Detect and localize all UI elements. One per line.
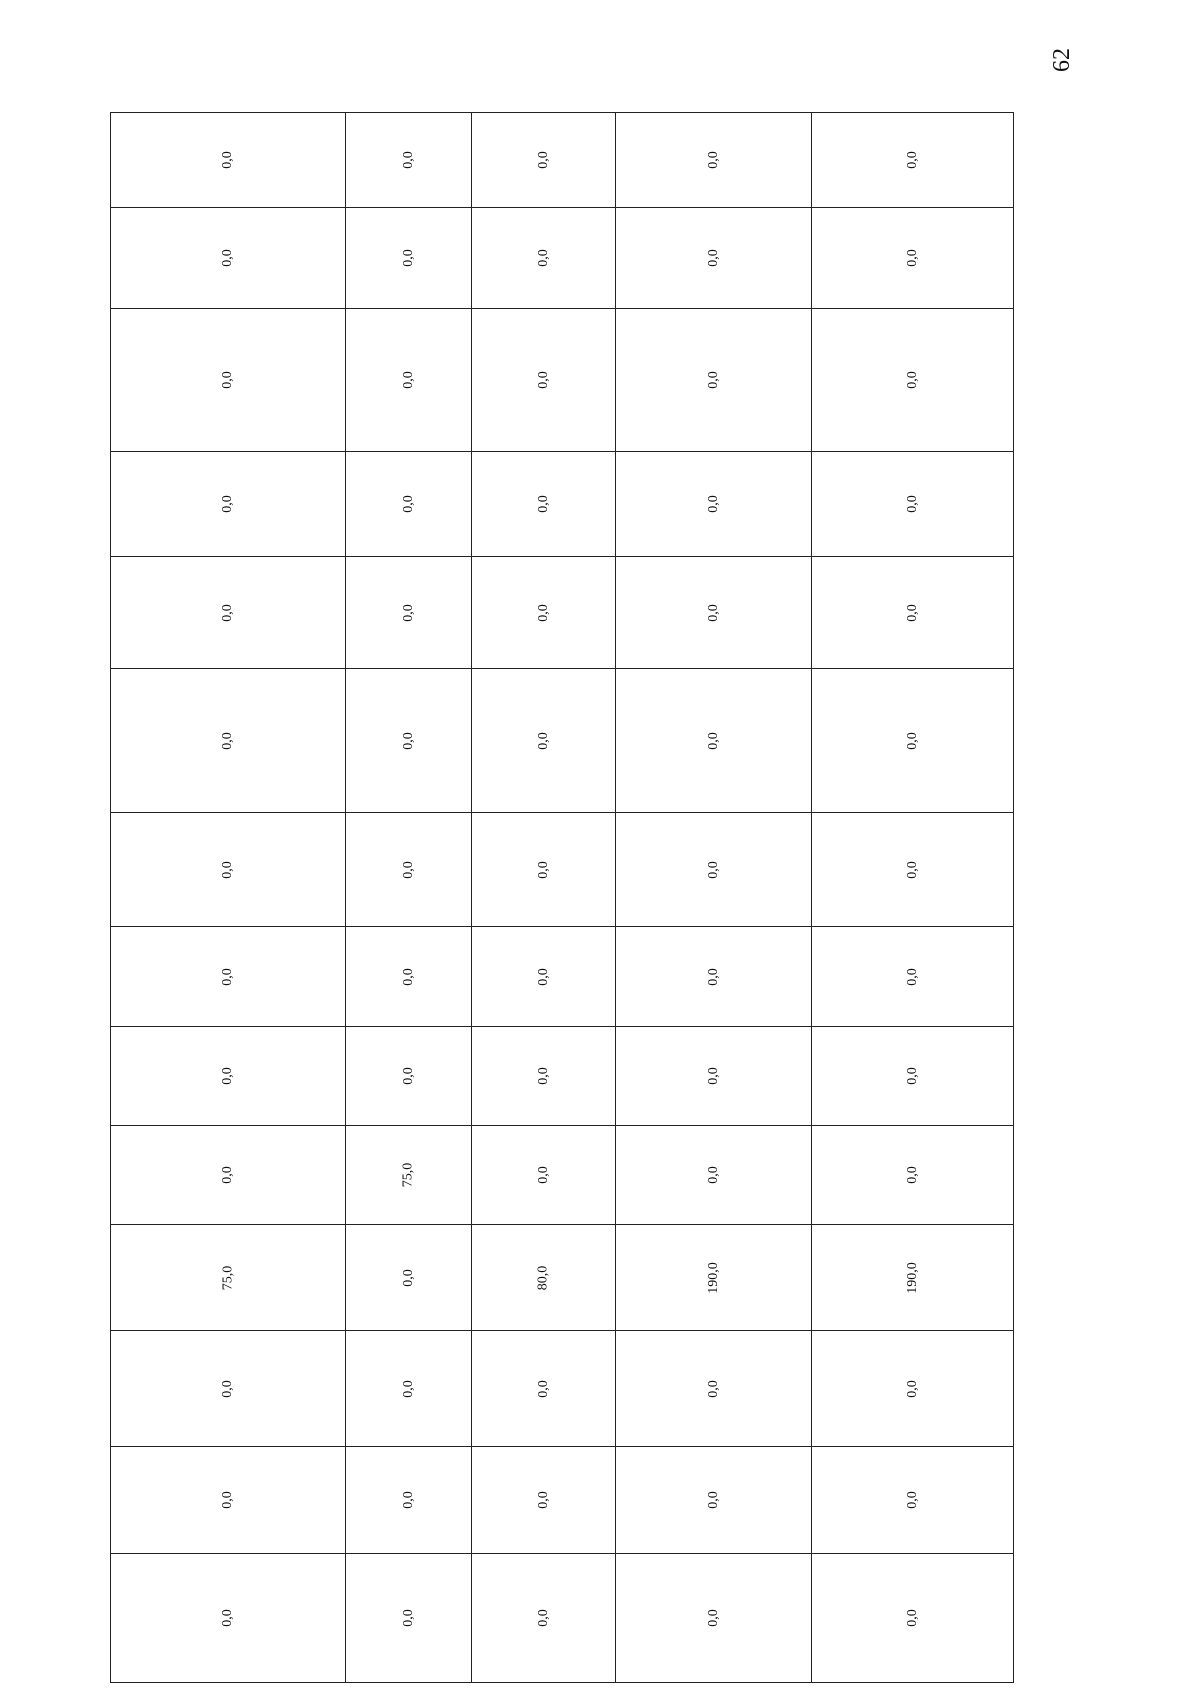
table-cell [812,927,1013,1027]
cell-value: 0,0 [535,495,551,513]
table-cell [812,309,1013,452]
table-cell [472,113,616,208]
data-table [110,112,1014,1683]
table-cell [346,1554,472,1682]
cell-value: 0,0 [400,967,416,986]
cell-value: 0,0 [535,371,551,389]
table-cell [346,927,472,1027]
table-cell [472,1225,616,1331]
cell-value: 190,0 [705,1261,721,1294]
cell-value: 0,0 [220,495,235,513]
table-cell [111,1331,346,1447]
table-cell [616,208,812,309]
cell-value: 0,0 [904,860,920,879]
cell-value: 0,0 [400,603,416,622]
table-cell [346,1331,472,1447]
table-cell [111,1554,346,1682]
cell-value: 0,0 [904,1067,920,1085]
cell-value: 80,0 [535,1265,551,1290]
cell-value: 0,0 [904,1491,920,1509]
cell-value: 0,0 [400,495,416,513]
table-cell [346,1126,472,1225]
table-cell [346,309,472,452]
cell-value: 0,0 [904,967,920,986]
cell-value: 0,0 [705,151,721,169]
table-cell [472,208,616,309]
table-cell [812,1447,1013,1554]
table-cell [616,1027,812,1126]
table-cell [616,1225,812,1331]
table-cell [812,1225,1013,1331]
table-cell [111,927,346,1027]
cell-value: 0,0 [904,1379,920,1398]
table-cell [111,813,346,927]
cell-value: 0,0 [220,1067,235,1085]
cell-value: 0,0 [220,1491,235,1509]
table-cell [111,1447,346,1554]
cell-value: 0,0 [535,1609,551,1627]
cell-value: 0,0 [904,603,920,622]
cell-value: 0,0 [220,967,235,986]
table-cell [812,113,1013,208]
cell-value: 0,0 [705,603,721,622]
cell-value: 0,0 [705,860,721,879]
cell-value: 0,0 [535,967,551,986]
cell-value: 0,0 [705,1379,721,1398]
table-cell [472,813,616,927]
table-cell [616,1126,812,1225]
table-cell [616,452,812,557]
cell-value: 0,0 [220,731,235,750]
table-cell [812,557,1013,669]
cell-value: 0,0 [535,1379,551,1398]
cell-value: 0,0 [705,1067,721,1085]
table-cell [111,557,346,669]
cell-value: 0,0 [220,860,235,879]
table-cell [812,669,1013,813]
cell-value: 0,0 [400,1379,416,1398]
table-cell [346,813,472,927]
cell-value: 0,0 [400,1609,416,1627]
cell-value: 0,0 [705,731,721,750]
table-cell [616,927,812,1027]
cell-value: 0,0 [220,1379,235,1398]
table-cell [616,669,812,813]
table-cell [111,669,346,813]
cell-value: 0,0 [400,731,416,750]
cell-value: 0,0 [400,249,416,267]
cell-value: 0,0 [904,371,920,389]
cell-value: 0,0 [535,1067,551,1085]
cell-value: 0,0 [400,371,416,389]
table-cell [111,309,346,452]
table-cell [472,309,616,452]
table-cell [812,452,1013,557]
table-cell [111,1126,346,1225]
cell-value: 75,0 [400,1162,416,1188]
cell-value: 0,0 [705,371,721,389]
table-cell [616,309,812,452]
cell-value: 0,0 [904,1609,920,1627]
cell-value: 0,0 [904,151,920,169]
table-cell [472,669,616,813]
table-cell [346,1447,472,1554]
cell-value: 0,0 [220,151,235,169]
table-cell [812,1331,1013,1447]
table-cell [346,669,472,813]
cell-value: 0,0 [220,1609,235,1627]
table-cell [111,1225,346,1331]
table-cell [472,1027,616,1126]
cell-value: 0,0 [904,1166,920,1184]
cell-value: 0,0 [220,603,235,622]
cell-value: 0,0 [705,249,721,267]
cell-value: 0,0 [535,249,551,267]
cell-value: 0,0 [535,860,551,879]
cell-value: 0,0 [705,1166,721,1184]
table-cell [616,1447,812,1554]
cell-value: 0,0 [220,1166,235,1184]
cell-value: 0,0 [705,1491,721,1509]
table-cell [616,1331,812,1447]
cell-value: 0,0 [705,495,721,513]
cell-value: 0,0 [904,731,920,750]
table-cell [111,208,346,309]
table-cell [111,113,346,208]
cell-value: 0,0 [904,495,920,513]
cell-value: 0,0 [220,249,235,267]
page-number: 62 [1048,48,1075,72]
table-cell [346,113,472,208]
cell-value: 0,0 [535,603,551,622]
table-cell [812,1126,1013,1225]
cell-value: 0,0 [535,1166,551,1184]
cell-value: 0,0 [535,1491,551,1509]
table-cell [346,1225,472,1331]
table-cell [346,208,472,309]
cell-value: 0,0 [400,1067,416,1085]
cell-value: 0,0 [705,1609,721,1627]
table-cell [812,1027,1013,1126]
table-cell [616,557,812,669]
table-cell [812,208,1013,309]
cell-value: 0,0 [535,731,551,750]
table-cell [346,1027,472,1126]
table-cell [472,927,616,1027]
cell-value: 75,0 [220,1265,235,1290]
table-cell [812,813,1013,927]
table-cell [472,1554,616,1682]
cell-value: 0,0 [400,860,416,879]
cell-value: 0,0 [400,1268,416,1287]
cell-value: 0,0 [400,1491,416,1509]
table-cell [472,1126,616,1225]
cell-value: 0,0 [400,151,416,169]
cell-value: 0,0 [705,967,721,986]
table-cell [472,1331,616,1447]
table-cell [616,1554,812,1682]
table-cell [472,557,616,669]
cell-value: 0,0 [535,151,551,169]
cell-value: 0,0 [904,249,920,267]
table-cell [812,1554,1013,1682]
table-cell [346,452,472,557]
cell-value: 0,0 [220,371,235,389]
table-cell [472,1447,616,1554]
table-cell [472,452,616,557]
table-cell [616,813,812,927]
table-cell [616,113,812,208]
table-cell [111,452,346,557]
table-cell [111,1027,346,1126]
table-cell [346,557,472,669]
cell-value: 190,0 [904,1261,920,1294]
